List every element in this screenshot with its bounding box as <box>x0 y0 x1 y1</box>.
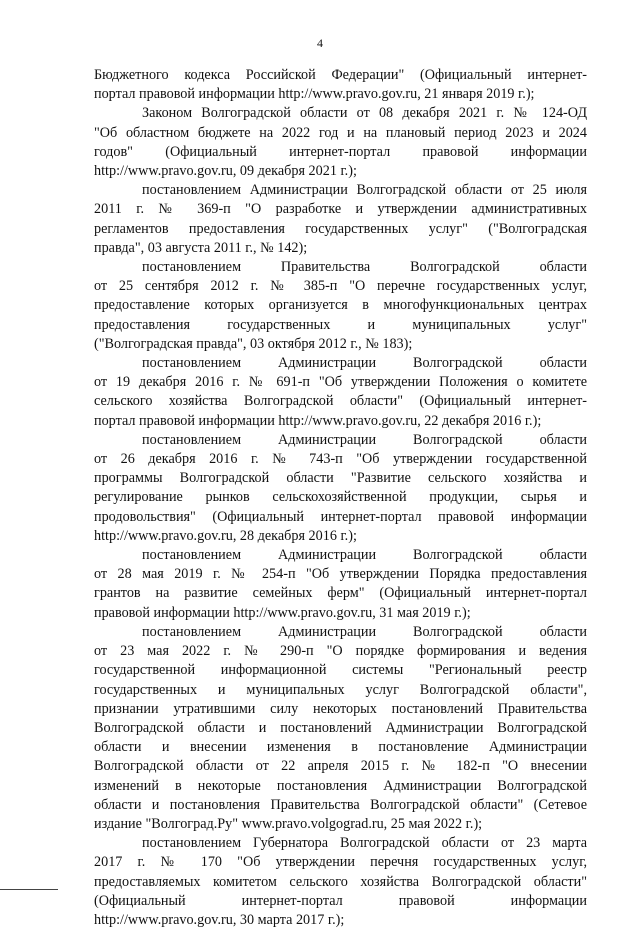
text-line: постановлением Администрации Волгоградской области от 25 июля <box>142 182 587 199</box>
page-number: 4 <box>317 36 323 50</box>
text-line: области и постановления Правительства Волгоградской области" (Сетевое <box>94 796 587 813</box>
legal-reference-paragraph <box>94 181 587 258</box>
text-line: регламентов предоставления государственных услуг" ("Волгоградская <box>94 220 587 237</box>
text-line: http://www.pravo.gov.ru, 30 марта 2017 г.); <box>94 911 345 928</box>
text-line: регулирование рынков сельскохозяйственной продукции, сырья и <box>94 489 587 506</box>
text-line: грантов на развитие семейных ферм" (Официальный интернет-портал <box>94 585 587 602</box>
text-line: изменений в некоторые постановления Администрации Волгоградской <box>94 777 587 794</box>
text-line: годов" (Официальный интернет-портал правовой информации <box>94 143 587 160</box>
text-line: правовой информации http://www.pravo.gov.ru, 31 мая 2019 г.); <box>94 604 471 621</box>
text-line: Волгоградской области от 22 апреля 2015 г. № 182-п "О внесении <box>94 758 587 775</box>
text-line: http://www.pravo.gov.ru, 09 декабря 2021 г.); <box>94 163 357 180</box>
text-line: постановлением Администрации Волгоградской области <box>142 355 587 372</box>
text-line: от 19 декабря 2016 г. № 691-п "Об утверждении Положения о комитете <box>94 374 587 391</box>
text-line: 2011 г. № 369-п "О разработке и утверждении административных <box>94 201 587 218</box>
text-line: портал правовой информации http://www.pravo.gov.ru, 22 декабря 2016 г.); <box>94 412 542 429</box>
text-line: государственной информационной системы "Региональный реестр <box>94 662 587 679</box>
text-line: Бюджетного кодекса Российской Федерации" (Официальный интернет- <box>94 67 587 83</box>
legal-reference-paragraph <box>94 623 587 834</box>
legal-reference-paragraph <box>94 258 587 354</box>
text-line: постановлением Администрации Волгоградской области <box>142 431 587 448</box>
text-line: от 25 сентября 2012 г. № 385-п "О перечне государственных услуг, <box>94 278 587 295</box>
text-line: постановлением Губернатора Волгоградской области от 23 марта <box>142 835 587 852</box>
legal-reference-paragraph <box>94 834 587 930</box>
text-line: предоставления государственных и муниципальных услуг" <box>94 316 587 333</box>
legal-reference-paragraph <box>94 354 587 431</box>
text-line: предоставление которых организуется в многофункциональных центрах <box>94 297 587 314</box>
text-line: ("Волгоградская правда", 03 октября 2012 г., № 183); <box>94 335 413 352</box>
text-line: предоставляемых комитетом сельского хозяйства Волгоградской области" <box>94 873 587 890</box>
text-line: правда", 03 августа 2011 г., № 142); <box>94 239 308 256</box>
text-line: портал правовой информации http://www.pravo.gov.ru, 21 января 2019 г.); <box>94 86 535 103</box>
text-line: (Официальный интернет-портал правовой информации <box>94 892 587 909</box>
text-line: постановлением Администрации Волгоградской области <box>142 623 587 640</box>
text-line: государственных и муниципальных услуг Волгоградской области", <box>94 681 587 698</box>
text-line: сельского хозяйства Волгоградской области" (Официальный интернет- <box>94 393 587 410</box>
legal-reference-paragraph <box>94 431 587 546</box>
text-line: Волгоградской области и постановлений Администрации Волгоградской <box>94 719 587 736</box>
footnote-separator <box>0 889 58 890</box>
legal-reference-paragraph <box>94 104 587 181</box>
legal-reference-paragraph <box>94 546 587 623</box>
text-line: http://www.pravo.gov.ru, 28 декабря 2016 г.); <box>94 527 357 544</box>
text-line: области и внесении изменения в постановление Администрации <box>94 739 587 756</box>
text-line: Законом Волгоградской области от 08 декабря 2021 г. № 124-ОД <box>142 105 587 122</box>
text-line: "Об областном бюджете на 2022 год и на плановый период 2023 и 2024 <box>94 124 587 141</box>
text-line: программы Волгоградской области "Развитие сельского хозяйства и <box>94 470 587 487</box>
legal-reference-paragraph <box>94 66 587 104</box>
document-body <box>94 66 587 930</box>
text-line: продовольствия" (Официальный интернет-портал правовой информации <box>94 508 587 525</box>
text-line: от 28 мая 2019 г. № 254-п "Об утверждении Порядка предоставления <box>94 566 587 583</box>
text-line: признании утратившими силу некоторых постановлений Правительства <box>94 700 587 717</box>
text-line: от 23 мая 2022 г. № 290-п "О порядке формирования и ведения <box>94 643 587 660</box>
text-line: 2017 г. № 170 "Об утверждении перечня государственных услуг, <box>94 854 587 871</box>
text-line: от 26 декабря 2016 г. № 743-п "Об утверждении государственной <box>94 451 587 468</box>
text-line: издание "Волгоград.Ру" www.pravo.volgograd.ru, 25 мая 2022 г.); <box>94 815 483 832</box>
text-line: постановлением Правительства Волгоградской области <box>142 259 587 276</box>
text-line: постановлением Администрации Волгоградской области <box>142 547 587 564</box>
